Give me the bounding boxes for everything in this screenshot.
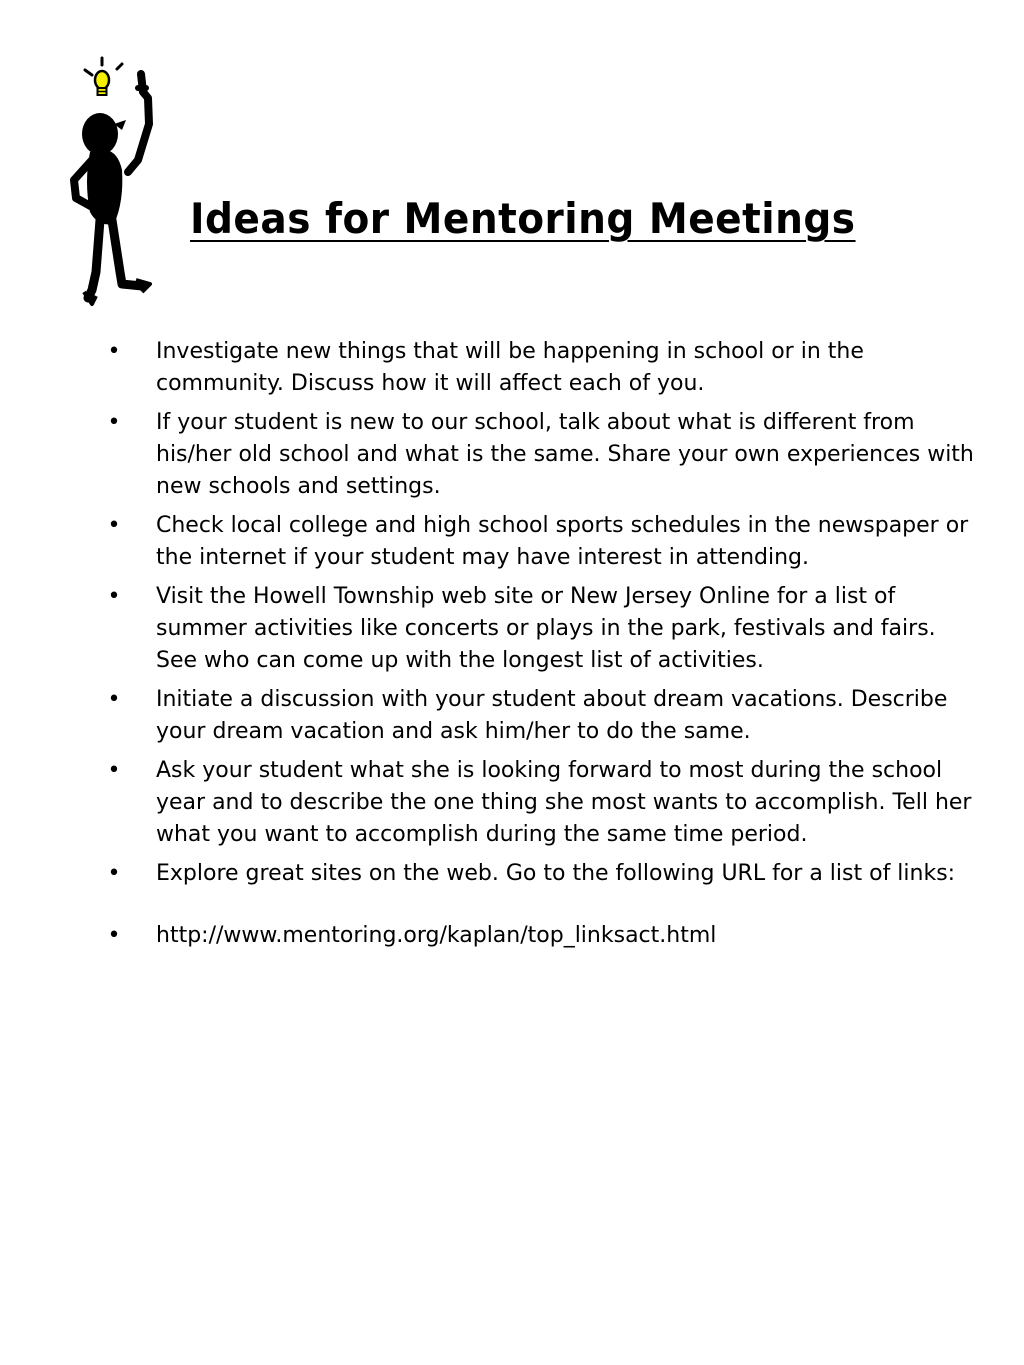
page-title: Ideas for Mentoring Meetings — [190, 194, 856, 243]
list-item-text: Investigate new things that will be happening in school or in the community. Discuss how it will affect each of you. — [156, 339, 864, 396]
bullet: • — [107, 513, 121, 538]
list-item — [0, 684, 1024, 748]
bullet: • — [107, 584, 121, 609]
bullet: • — [107, 339, 121, 364]
list-item — [0, 336, 1024, 400]
stick-figure-lightbulb-icon — [62, 52, 162, 310]
url-text: http://www.mentoring.org/kaplan/top_linksact.html — [156, 923, 717, 948]
list-item-text: Initiate a discussion with your student about dream vacations. Describe your dream vacation and ask him/her to do the same. — [156, 687, 948, 744]
bullet: • — [107, 861, 121, 886]
list-item — [0, 510, 1024, 574]
list-item-text: Visit the Howell Township web site or New Jersey Online for a list of summer activities like concerts or plays in the park, festivals and fairs. See who can come up with the longest list of activities. — [156, 584, 936, 673]
list-item — [0, 407, 1024, 503]
list-item-url — [0, 920, 1024, 952]
list-item — [0, 581, 1024, 677]
list-item-text: Explore great sites on the web. Go to the following URL for a list of links: — [156, 861, 956, 886]
list-item — [0, 858, 1024, 890]
list-item-text: Check local college and high school sports schedules in the newspaper or the internet if your student may have interest in attending. — [156, 513, 969, 570]
bullet: • — [107, 758, 121, 783]
ideas-list — [0, 336, 1024, 959]
bullet: • — [107, 923, 121, 948]
list-item-text: Ask your student what she is looking forward to most during the school year and to describe the one thing she most wants to accomplish. Tell her what you want to accomplish during the same time period. — [156, 758, 972, 847]
list-item-text: If your student is new to our school, talk about what is different from his/her old school and what is the same. Share your own experiences with new schools and settings. — [156, 410, 974, 499]
list-item — [0, 755, 1024, 851]
bullet: • — [107, 687, 121, 712]
bullet: • — [107, 410, 121, 435]
